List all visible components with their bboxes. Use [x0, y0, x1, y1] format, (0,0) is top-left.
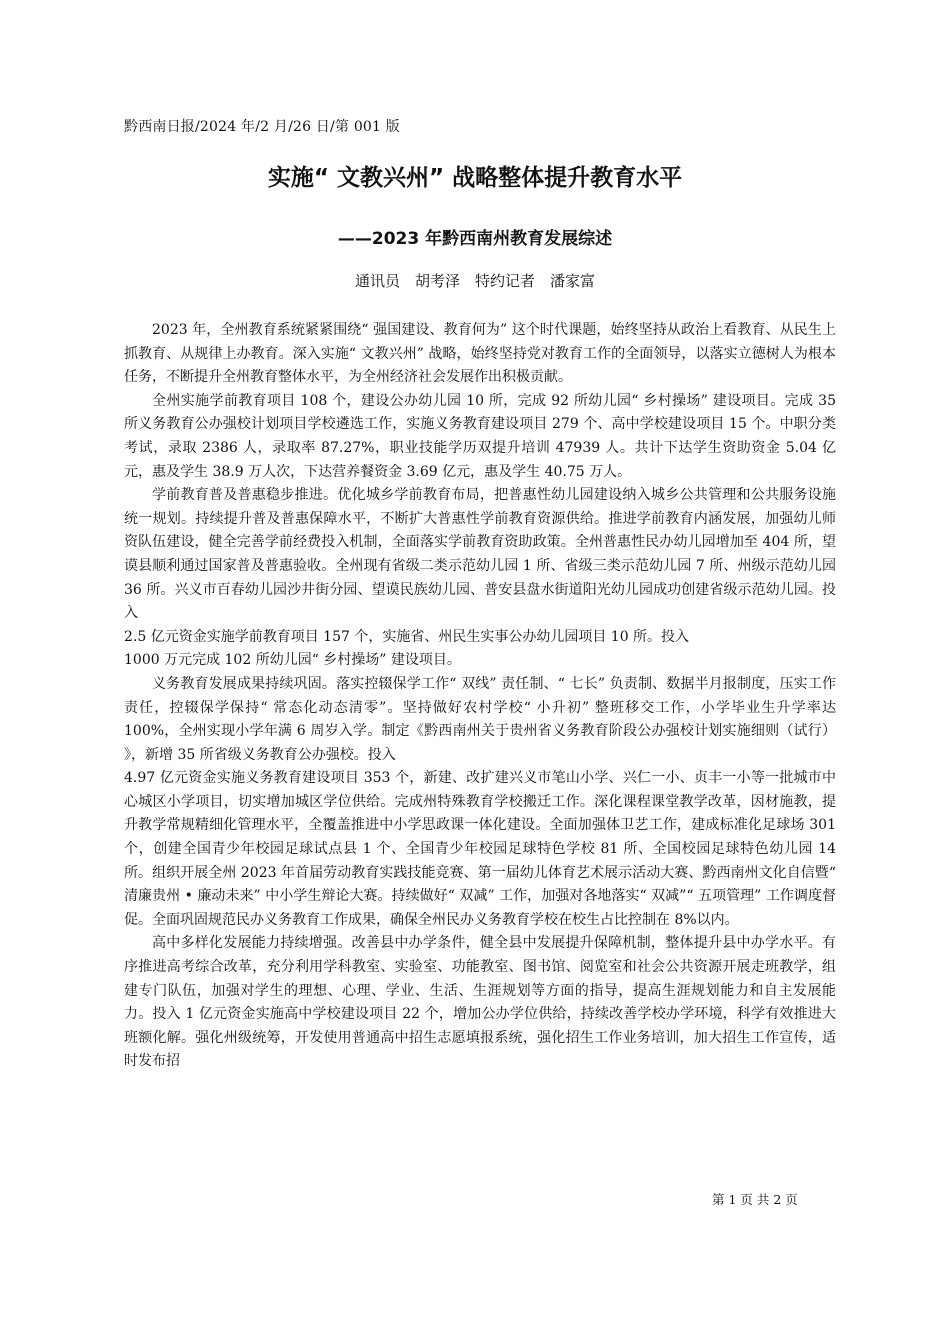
paragraph-preschool-cont-2: 1000 万元完成 102 所幼儿园“ 乡村操场” 建设项目。 [124, 652, 461, 669]
paragraph-compulsory: 义务教育发展成果持续巩固。落实控辍保学工作“ 双线” 责任制、“ 七长” 负责制、数据半月报制度，压实工作责任，控辍保学保持“ 常态化动态清零”。坚持做好农村学校“ 小升初” 整班移交工作，小学毕业生升学率达 100%，全州实现小学年满 6 周岁入学。制定《黔西南州关于贵州省义务教育阶段公办强校计划实施细则（试行） 》，新增 35 所省级义务教育公办强校。投入 [124, 675, 836, 763]
paragraph-overview: 全州实施学前教育项目 108 个，建设公办幼儿园 10 所，完成 92 所幼儿园“ 乡村操场” 建设项目。完成 35 所义务教育公办强校计划项目学校遴选工作，实施义务教育建设项目 279 个、高中学校建设项目 15 个。中职分类考试，录取 2386 人，录取率 87.27%，职业技能学历双提升培训 47939 人。共计下达学生资助资金 5.04 亿元，惠及学生 38.9 万人次，下达营养餐资金 3.69 亿元，惠及学生 40.75 万人。 [124, 392, 836, 480]
page-number: 第 1 页 共 2 页 [712, 1192, 798, 1207]
paragraph-intro: 2023 年，全州教育系统紧紧围绕“ 强国建设、教育何为” 这个时代课题，始终坚持从政治上看教育、从民生上抓教育、从规律上办教育。深入实施“ 文教兴州” 战略，始终坚持党对教育工作的全面领导，以落实立德树人为根本任务，不断提升全州教育整体水平，为全州经济社会发展作出积极贡献。 [124, 322, 836, 386]
article-body [124, 319, 836, 1074]
article-byline: 通讯员 胡考泽 特约记者 潘家富 [354, 272, 595, 290]
paragraph-highschool: 高中多样化发展能力持续增强。改善县中办学条件，健全县中发展提升保障机制，整体提升县中办学水平。有序推进高考综合改革，充分利用学科教室、实验室、功能教室、图书馆、阅览室和社会公共资源开展走班教学，组建专门队伍，加强对学生的理想、心理、学业、生活、生涯规划等方面的指导，提高生涯规划能力和自主发展能力。投入 1 亿元资金实施高中学校建设项目 22 个，增加公办学位供给，持续改善学校办学环境，科学有效推进大班额化解。强化州级统筹，开发使用普通高中招生志愿填报系统，强化招生工作业务培训，加大招生工作宣传，适时发布招 [124, 935, 836, 1070]
paragraph-preschool-cont-1: 2.5 亿元资金实施学前教育项目 157 个，实施省、州民生实事公办幼儿园项目 10 所。投入 [124, 628, 690, 645]
article-subtitle: ——2023 年黔西南州教育发展综述 [337, 229, 613, 249]
paragraph-compulsory-cont: 4.97 亿元资金实施义务教育建设项目 353 个，新建、改扩建兴义市笔山小学、兴仁一小、贞丰一小等一批城市中心城区小学项目，切实增加城区学位供给。完成州特殊教育学校搬迁工作。深化课程课堂教学改革，因材施教，提升教学常规精细化管理水平，全覆盖推进中小学思政课一体化建设。全面加强体卫艺工作，建成标准化足球场 301 个，创建全国青少年校园足球试点县 1 个、全国青少年校园足球特色学校 81 所、全国校园足球特色幼儿园 14 所。组织开展全州 2023 年首届劳动教育实践技能竞赛、第一届幼儿体育艺术展示活动大赛、黔西南州文化自信暨“ 清廉贵州 • 廉动未来” 中小学生辩论大赛。持续做好“ 双减” 工作，加强对各地落实“ 双减”“ 五项管理” 工作调度督促。全面巩固规范民办义务教育工作成果，确保全州民办义务教育学校在校生占比控制在 8%以内。 [124, 770, 836, 928]
article-title: 实施“ 文教兴州” 战略整体提升教育水平 [267, 165, 683, 191]
paragraph-preschool: 学前教育普及普惠稳步推进。优化城乡学前教育布局，把普惠性幼儿园建设纳入城乡公共管理和公共服务设施统一规划。持续提升普及普惠保障水平，不断扩大普惠性学前教育资源供给。推进学前教育内涵发展，加强幼儿师资队伍建设，健全完善学前经费投入机制，全面落实学前教育资助政策。全州普惠性民办幼儿园增加至 404 所，望谟县顺利通过国家普及普惠验收。全州现有省级二类示范幼儿园 1 所、省级三类示范幼儿园 7 所、州级示范幼儿园 36 所。兴义市百春幼儿园沙井街分园、望谟民族幼儿园、普安县盘水街道阳光幼儿园成功创建省级示范幼儿园。投入 [124, 487, 836, 622]
newspaper-source-line: 黔西南日报/2024 年/2 月/26 日/第 001 版 [124, 119, 400, 135]
